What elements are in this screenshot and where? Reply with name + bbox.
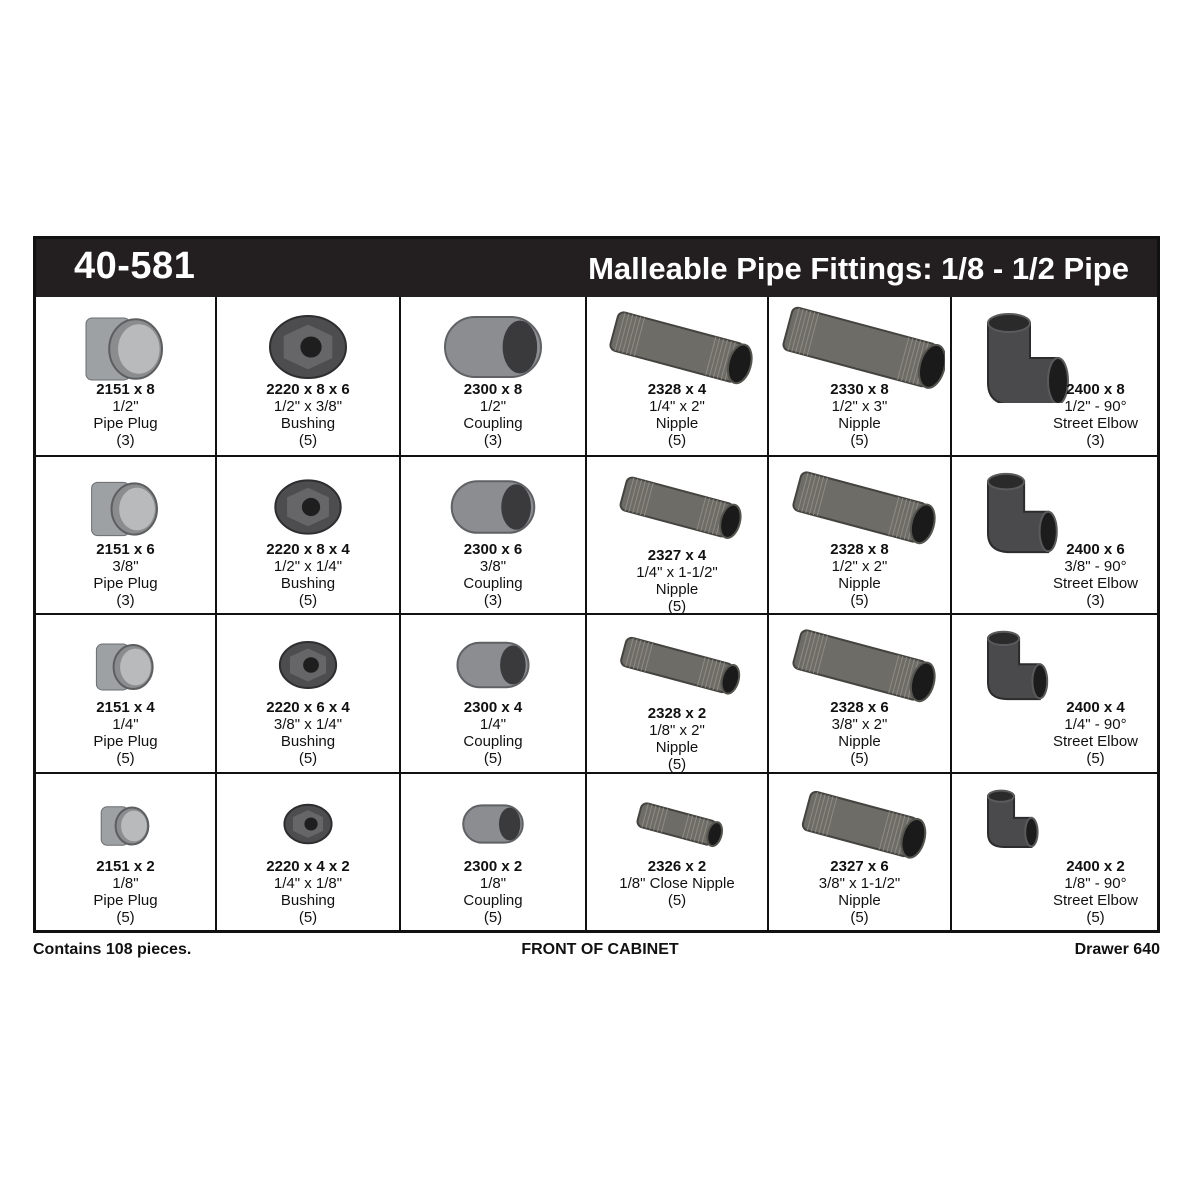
fitting-cell (36, 774, 217, 930)
fitting-label (401, 541, 585, 609)
fitting-cell (217, 457, 401, 615)
fitting-code: 2300 x 6 (463, 541, 523, 558)
fitting-name: Coupling (463, 415, 523, 432)
fitting-name: Nipple (655, 581, 699, 598)
fitting-code: 2151 x 4 (96, 699, 155, 716)
fitting-cell (401, 774, 587, 930)
fitting-name: Coupling (463, 575, 523, 592)
fittings-grid (36, 297, 1157, 930)
fitting-cell (952, 457, 1157, 615)
fitting-code: 2400 x 6 (1066, 541, 1125, 558)
fitting-label (36, 699, 215, 767)
fitting-quantity: (5) (850, 592, 869, 609)
fitting-quantity: (5) (667, 598, 687, 615)
fitting-cell (217, 774, 401, 930)
fitting-code: 2151 x 8 (96, 381, 155, 398)
fitting-code: 2328 x 2 (647, 705, 707, 722)
fitting-name: Street Elbow (1052, 415, 1139, 432)
fitting-name: Nipple (655, 739, 699, 756)
fitting-size: 1/2" x 3" (831, 398, 888, 415)
fitting-code: 2327 x 4 (647, 547, 707, 564)
fitting-size: 1/4" x 1/8" (273, 875, 343, 892)
fitting-size: 1/4" x 1-1/2" (636, 564, 718, 581)
piece-count: Contains 108 pieces. (33, 941, 192, 958)
fitting-quantity: (3) (116, 592, 135, 609)
fitting-label (587, 381, 767, 449)
fitting-code: 2326 x 2 (647, 858, 707, 875)
fitting-size: 1/4" x 2" (649, 398, 705, 415)
fitting-label (36, 381, 215, 449)
part-number: 40-581 (74, 245, 196, 287)
fitting-name: Street Elbow (1052, 892, 1139, 909)
fitting-quantity: (5) (483, 750, 503, 767)
fitting-code: 2327 x 6 (830, 858, 889, 875)
fitting-cell (952, 297, 1157, 457)
fitting-size: 1/2" - 90° (1064, 398, 1127, 415)
fitting-label (36, 541, 215, 609)
fitting-quantity: (5) (298, 909, 318, 926)
fitting-label (1038, 858, 1153, 926)
fitting-label (217, 381, 399, 449)
fitting-name: Pipe Plug (93, 892, 158, 909)
fitting-name: Bushing (280, 415, 336, 432)
fitting-size: 1/8" - 90° (1064, 875, 1127, 892)
fitting-cell (587, 774, 769, 930)
fitting-name: Bushing (280, 733, 336, 750)
fitting-code: 2400 x 4 (1066, 699, 1125, 716)
fitting-name: Pipe Plug (93, 415, 158, 432)
fitting-size: 1/2" (479, 398, 507, 415)
fitting-quantity: (5) (850, 750, 869, 767)
fitting-cell (952, 774, 1157, 930)
fitting-quantity: (5) (298, 750, 318, 767)
fitting-label (1038, 699, 1153, 767)
fitting-label (769, 541, 950, 609)
fitting-cell (217, 615, 401, 774)
fitting-code: 2328 x 6 (830, 699, 889, 716)
fitting-cell (36, 457, 217, 615)
fitting-quantity: (3) (483, 432, 503, 449)
fitting-size: 3/8" (112, 558, 139, 575)
fitting-code: 2151 x 6 (96, 541, 155, 558)
fitting-name: Street Elbow (1052, 733, 1139, 750)
fitting-quantity: (5) (298, 592, 318, 609)
fitting-cell (769, 457, 952, 615)
fitting-quantity: (5) (667, 892, 687, 909)
fitting-code: 2151 x 2 (96, 858, 155, 875)
fitting-code: 2300 x 4 (463, 699, 523, 716)
fitting-size: 1/2" x 3/8" (273, 398, 343, 415)
fitting-size: 3/8" (479, 558, 507, 575)
fitting-size: 1/4" (479, 716, 507, 733)
fitting-quantity: (5) (850, 909, 869, 926)
fitting-size: 1/4" - 90° (1064, 716, 1127, 733)
fitting-cell (769, 297, 952, 457)
fitting-cell (401, 615, 587, 774)
fitting-cell (587, 457, 769, 615)
fitting-code: 2400 x 8 (1066, 381, 1125, 398)
fitting-cell (217, 297, 401, 457)
fitting-quantity: (5) (667, 756, 687, 773)
fitting-size: 1/2" x 2" (831, 558, 888, 575)
fitting-quantity: (3) (1086, 432, 1105, 449)
fitting-label (769, 858, 950, 926)
fitting-quantity: (5) (1086, 750, 1105, 767)
fitting-quantity: (3) (483, 592, 503, 609)
fitting-code: 2300 x 2 (463, 858, 523, 875)
fitting-name: Bushing (280, 575, 336, 592)
fitting-quantity: (5) (850, 432, 869, 449)
fitting-code: 2328 x 4 (647, 381, 707, 398)
fitting-label (217, 858, 399, 926)
fitting-label (401, 858, 585, 926)
fitting-label (769, 381, 950, 449)
fitting-name: Nipple (655, 415, 699, 432)
fitting-label (401, 381, 585, 449)
fitting-quantity: (5) (483, 909, 503, 926)
fitting-cell (401, 457, 587, 615)
fitting-cell (587, 615, 769, 774)
fitting-name: Coupling (463, 733, 523, 750)
fitting-size: 1/4" (112, 716, 139, 733)
product-title: Malleable Pipe Fittings: 1/8 - 1/2 Pipe (588, 251, 1129, 286)
fitting-code: 2328 x 8 (830, 541, 889, 558)
fitting-code: 2220 x 6 x 4 (266, 699, 350, 716)
fitting-size: 3/8" x 1-1/2" (818, 875, 901, 892)
fitting-label (587, 705, 767, 773)
fitting-label (1038, 541, 1153, 609)
fitting-cell (401, 297, 587, 457)
fitting-size: 1/8" Close Nipple (619, 875, 735, 892)
fitting-name: Pipe Plug (93, 733, 158, 750)
fitting-size: 3/8" x 2" (831, 716, 888, 733)
fitting-quantity: (3) (1086, 592, 1105, 609)
fitting-size: 1/2" (112, 398, 139, 415)
fitting-cell (769, 615, 952, 774)
fitting-size: 1/2" x 1/4" (273, 558, 343, 575)
fitting-code: 2330 x 8 (830, 381, 889, 398)
fitting-label (587, 858, 767, 909)
fitting-cell (769, 774, 952, 930)
fitting-code: 2400 x 2 (1066, 858, 1125, 875)
fitting-name: Nipple (838, 892, 881, 909)
fitting-size: 3/8" x 1/4" (273, 716, 343, 733)
fitting-label (1038, 381, 1153, 449)
fitting-code: 2300 x 8 (463, 381, 523, 398)
fitting-label (217, 541, 399, 609)
fitting-name: Pipe Plug (93, 575, 158, 592)
fitting-size: 1/8" (479, 875, 507, 892)
fitting-size: 1/8" x 2" (649, 722, 705, 739)
fitting-quantity: (5) (116, 750, 135, 767)
fitting-code: 2220 x 8 x 6 (266, 381, 350, 398)
fitting-name: Nipple (838, 575, 881, 592)
fitting-cell (952, 615, 1157, 774)
fitting-quantity: (3) (116, 432, 135, 449)
fitting-label (401, 699, 585, 767)
fitting-label (587, 547, 767, 615)
fitting-quantity: (5) (667, 432, 687, 449)
header-bar (36, 239, 1157, 297)
fitting-name: Nipple (838, 415, 881, 432)
fitting-size: 3/8" - 90° (1064, 558, 1127, 575)
fitting-quantity: (5) (1086, 909, 1105, 926)
fitting-quantity: (5) (298, 432, 318, 449)
fitting-cell (36, 615, 217, 774)
fitting-size: 1/8" (112, 875, 139, 892)
fitting-label (769, 699, 950, 767)
drawer-label: Drawer 640 (1074, 941, 1160, 958)
fitting-label (36, 858, 215, 926)
fitting-code: 2220 x 4 x 2 (266, 858, 350, 875)
fitting-name: Coupling (463, 892, 523, 909)
fitting-name: Street Elbow (1052, 575, 1139, 592)
product-card (33, 236, 1160, 933)
fitting-label (217, 699, 399, 767)
fitting-code: 2220 x 8 x 4 (266, 541, 350, 558)
fitting-cell (587, 297, 769, 457)
fitting-quantity: (5) (116, 909, 135, 926)
fitting-cell (36, 297, 217, 457)
cabinet-front-label: FRONT OF CABINET (521, 941, 679, 958)
fitting-name: Nipple (838, 733, 881, 750)
fitting-name: Bushing (280, 892, 336, 909)
